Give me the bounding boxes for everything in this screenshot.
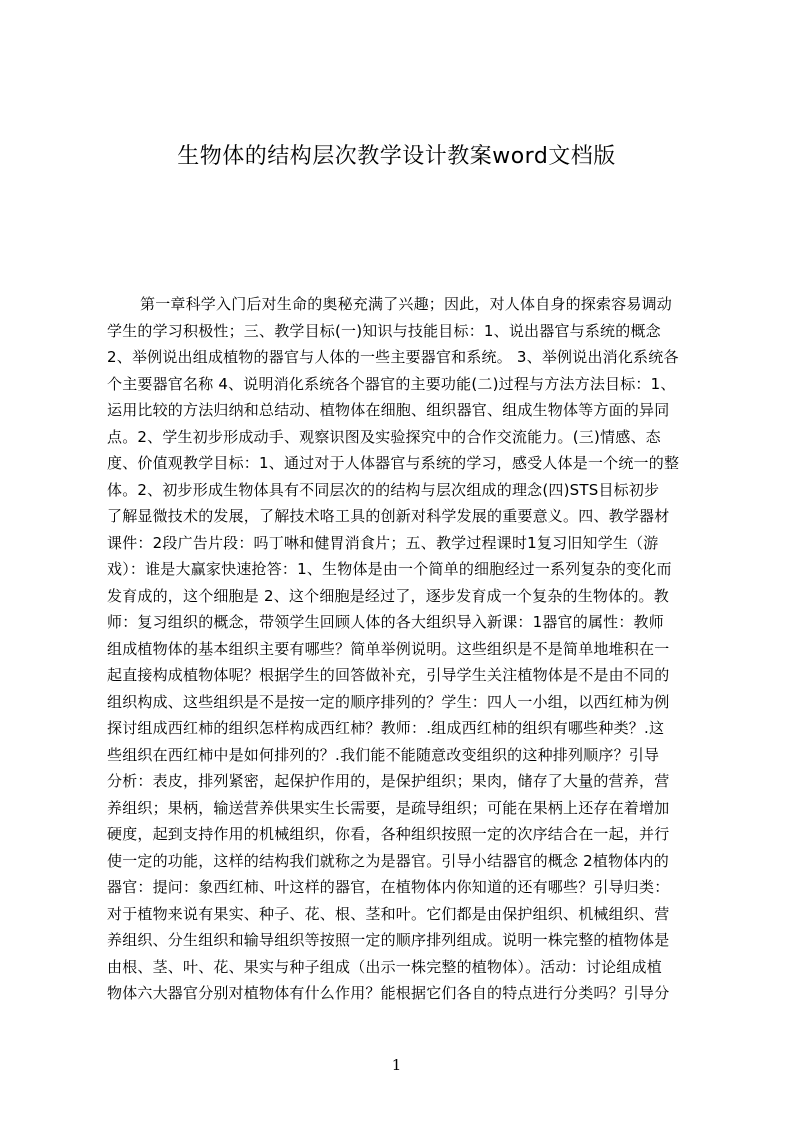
document-title: 生物体的结构层次教学设计教案word文档版: [177, 144, 616, 169]
body-line: 硬度，起到支持作用的机械组织，你看，各种组织按照一定的次序结合在一起，并行: [107, 825, 670, 843]
body-line: 养组织、分生组织和输导组织等按照一定的顺序排列组成。说明一株完整的植物体是: [107, 931, 670, 949]
body-line: 戏）：谁是大赢家快速抢答：1、生物体是由一个简单的细胞经过一系列复杂的变化而: [107, 560, 672, 578]
body-line: 个主要器官名称 4、说明消化系统各个器官的主要功能(二)过程与方法方法目标：1、: [107, 374, 676, 393]
body-line: 由根、茎、叶、花、果实与种子组成（出示一株完整的植物体）。活动：讨论组成植: [107, 957, 662, 976]
body-line: 第一章科学入门后对生命的奥秘充满了兴趣；因此，对人体自身的探索容易调动: [140, 295, 673, 313]
body-line: 物体六大器官分别对植物体有什么作用？能根据它们各自的特点进行分类吗？引导分: [107, 984, 670, 1002]
body-line: 师：复习组织的概念，带领学生回顾人体的各大组织导入新课：1器官的属性：教师: [107, 613, 664, 631]
body-line: 分析：表皮，排列紧密，起保护作用的，是保护组织；果肉，储存了大量的营养，营: [107, 772, 670, 790]
body-line: 对于植物来说有果实、种子、花、根、茎和叶。它们都是由保护组织、机械组织、营: [107, 904, 670, 923]
body-line: 发育成的，这个细胞是 2、这个细胞是经过了，逐步发育成一个复杂的生物体的。教: [107, 586, 669, 605]
body-line: 运用比较的方法归纳和总结动、植物体在细胞、组织器官、组成生物体等方面的异同: [107, 401, 670, 419]
body-line: 点。2、学生初步形成动手、观察识图及实验探究中的合作交流能力。(三)情感、态: [107, 427, 661, 446]
body-line: 些组织在西红柿中是如何排列的？.我们能不能随意改变组织的这种排列顺序？引导: [107, 745, 660, 764]
body-line: 学生的学习积极性；三、教学目标(一)知识与技能目标：1、说出器官与系统的概念: [107, 321, 661, 340]
body-line: 养组织；果柄，输送营养供果实生长需要，是疏导组织；可能在果柄上还存在着增加: [107, 798, 670, 817]
body-line: 使一定的功能，这样的结构我们就称之为是器官。引导小结器官的概念 2植物体内的: [107, 851, 669, 870]
body-line: 体。2、初步形成生物体具有不同层次的的结构与层次组成的理念(四)STS目标初步: [107, 480, 660, 499]
body-line: 2、举例说出组成植物的器官与人体的一些主要器官和系统。 3、举例说出消化系统各: [107, 348, 679, 366]
page-number: 1: [391, 1056, 402, 1074]
body-line: 组织构成、这些组织是不是按一定的顺序排列的？学生：四人一小组，以西红柿为例: [107, 692, 670, 711]
body-line: 起直接构成植物体呢？根据学生的回答做补充，引导学生关注植物体是不是由不同的: [107, 666, 670, 684]
body-line: 器官：提问：象西红柿、叶这样的器官，在植物体内你知道的还有哪些？引导归类：: [107, 878, 670, 896]
body-line: 课件：2段广告片段：吗丁啉和健胃消食片；五、教学过程课时1复习旧知学生（游: [107, 533, 659, 552]
body-line: 度、价值观教学目标：1、通过对于人体器官与系统的学习，感受人体是一个统一的整: [107, 454, 680, 472]
body-line: 组成植物体的基本组织主要有哪些？简单举例说明。这些组织是不是简单地堆积在一: [107, 639, 670, 658]
body-line: 探讨组成西红柿的组织怎样构成西红柿？教师：.组成西红柿的组织有哪些种类？.这: [107, 719, 665, 737]
body-line: 了解显微技术的发展，了解技术咯工具的创新对科学发展的重要意义。四、教学器材: [107, 507, 670, 525]
document-body: [107, 291, 701, 1007]
